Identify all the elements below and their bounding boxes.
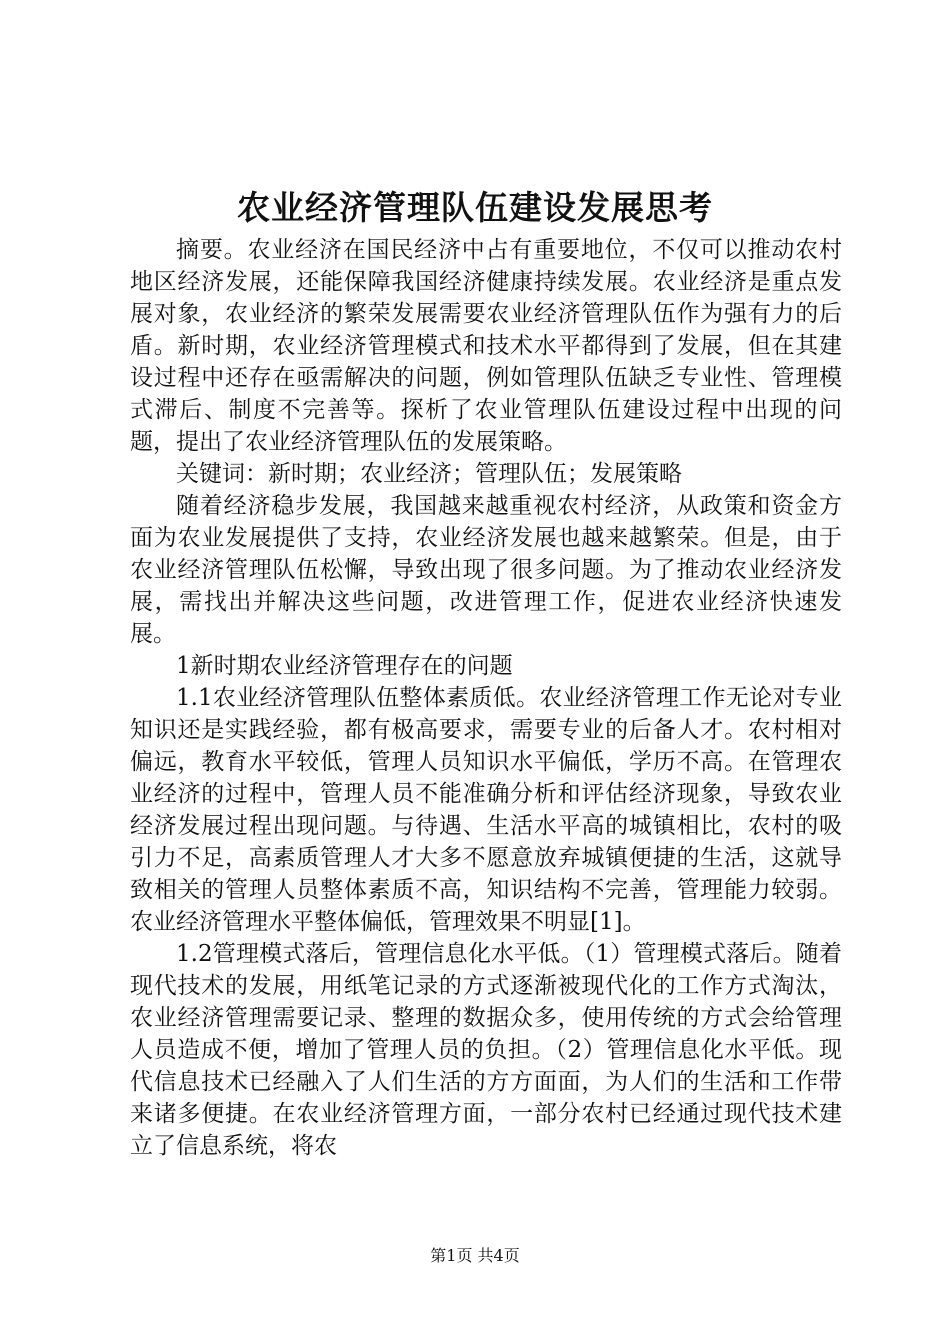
subsection-1-2-paragraph: 1.2管理模式落后，管理信息化水平低。（1）管理模式落后。随着现代技术的发展，用纸笔记录的方式逐渐被现代化的工作方式淘汰，农业经济管理需要记录、整理的数据众多，使用传统的方式会给管理人员造成不便，增加了管理人员的负担。（2）管理信息化水平低。现代信息技术已经融入了人们生活的方方面面，为人们的生活和工作带来诸多便捷。在农业经济管理方面，一部分农村已经通过现代技术建立了信息系统，将农	[130, 941, 842, 1159]
document-body	[130, 234, 842, 1162]
keywords-line: 关键词：新时期；农业经济；管理队伍；发展策略	[176, 461, 682, 487]
intro-paragraph: 随着经济稳步发展，我国越来越重视农村经济，从政策和资金方面为农业发展提供了支持，农业经济发展也越来越繁荣。但是，由于农业经济管理队伍松懈，导致出现了很多问题。为了推动农业经济发展，需找出并解决这些问题，改进管理工作，促进农业经济快速发展。	[130, 493, 842, 647]
abstract-paragraph: 摘要。农业经济在国民经济中占有重要地位，不仅可以推动农村地区经济发展，还能保障我国经济健康持续发展。农业经济是重点发展对象，农业经济的繁荣发展需要农业经济管理队伍作为强有力的后盾。新时期，农业经济管理模式和技术水平都得到了发展，但在其建设过程中还存在亟需解决的问题，例如管理队伍缺乏专业性、管理模式滞后、制度不完善等。探析了农业管理队伍建设过程中出现的问题，提出了农业经济管理队伍的发展策略。	[130, 237, 842, 455]
subsection-1-1-paragraph: 1.1农业经济管理队伍整体素质低。农业经济管理工作无论对专业知识还是实践经验，都有极高要求，需要专业的后备人才。农村相对偏远，教育水平较低，管理人员知识水平偏低，学历不高。在管理农业经济的过程中，管理人员不能准确分析和评估经济现象，导致农业经济发展过程出现问题。与待遇、生活水平高的城镇相比，农村的吸引力不足，高素质管理人才大多不愿意放弃城镇便捷的生活，这就导致相关的管理人员整体素质不高，知识结构不完善，管理能力较弱。农业经济管理水平整体偏低，管理效果不明显[1]。	[130, 685, 842, 935]
section-heading-1: 1新时期农业经济管理存在的问题	[176, 653, 513, 679]
page-number-footer: 第1页 共4页	[430, 1246, 520, 1265]
page-title: 农业经济管理队伍建设发展思考	[237, 188, 713, 227]
